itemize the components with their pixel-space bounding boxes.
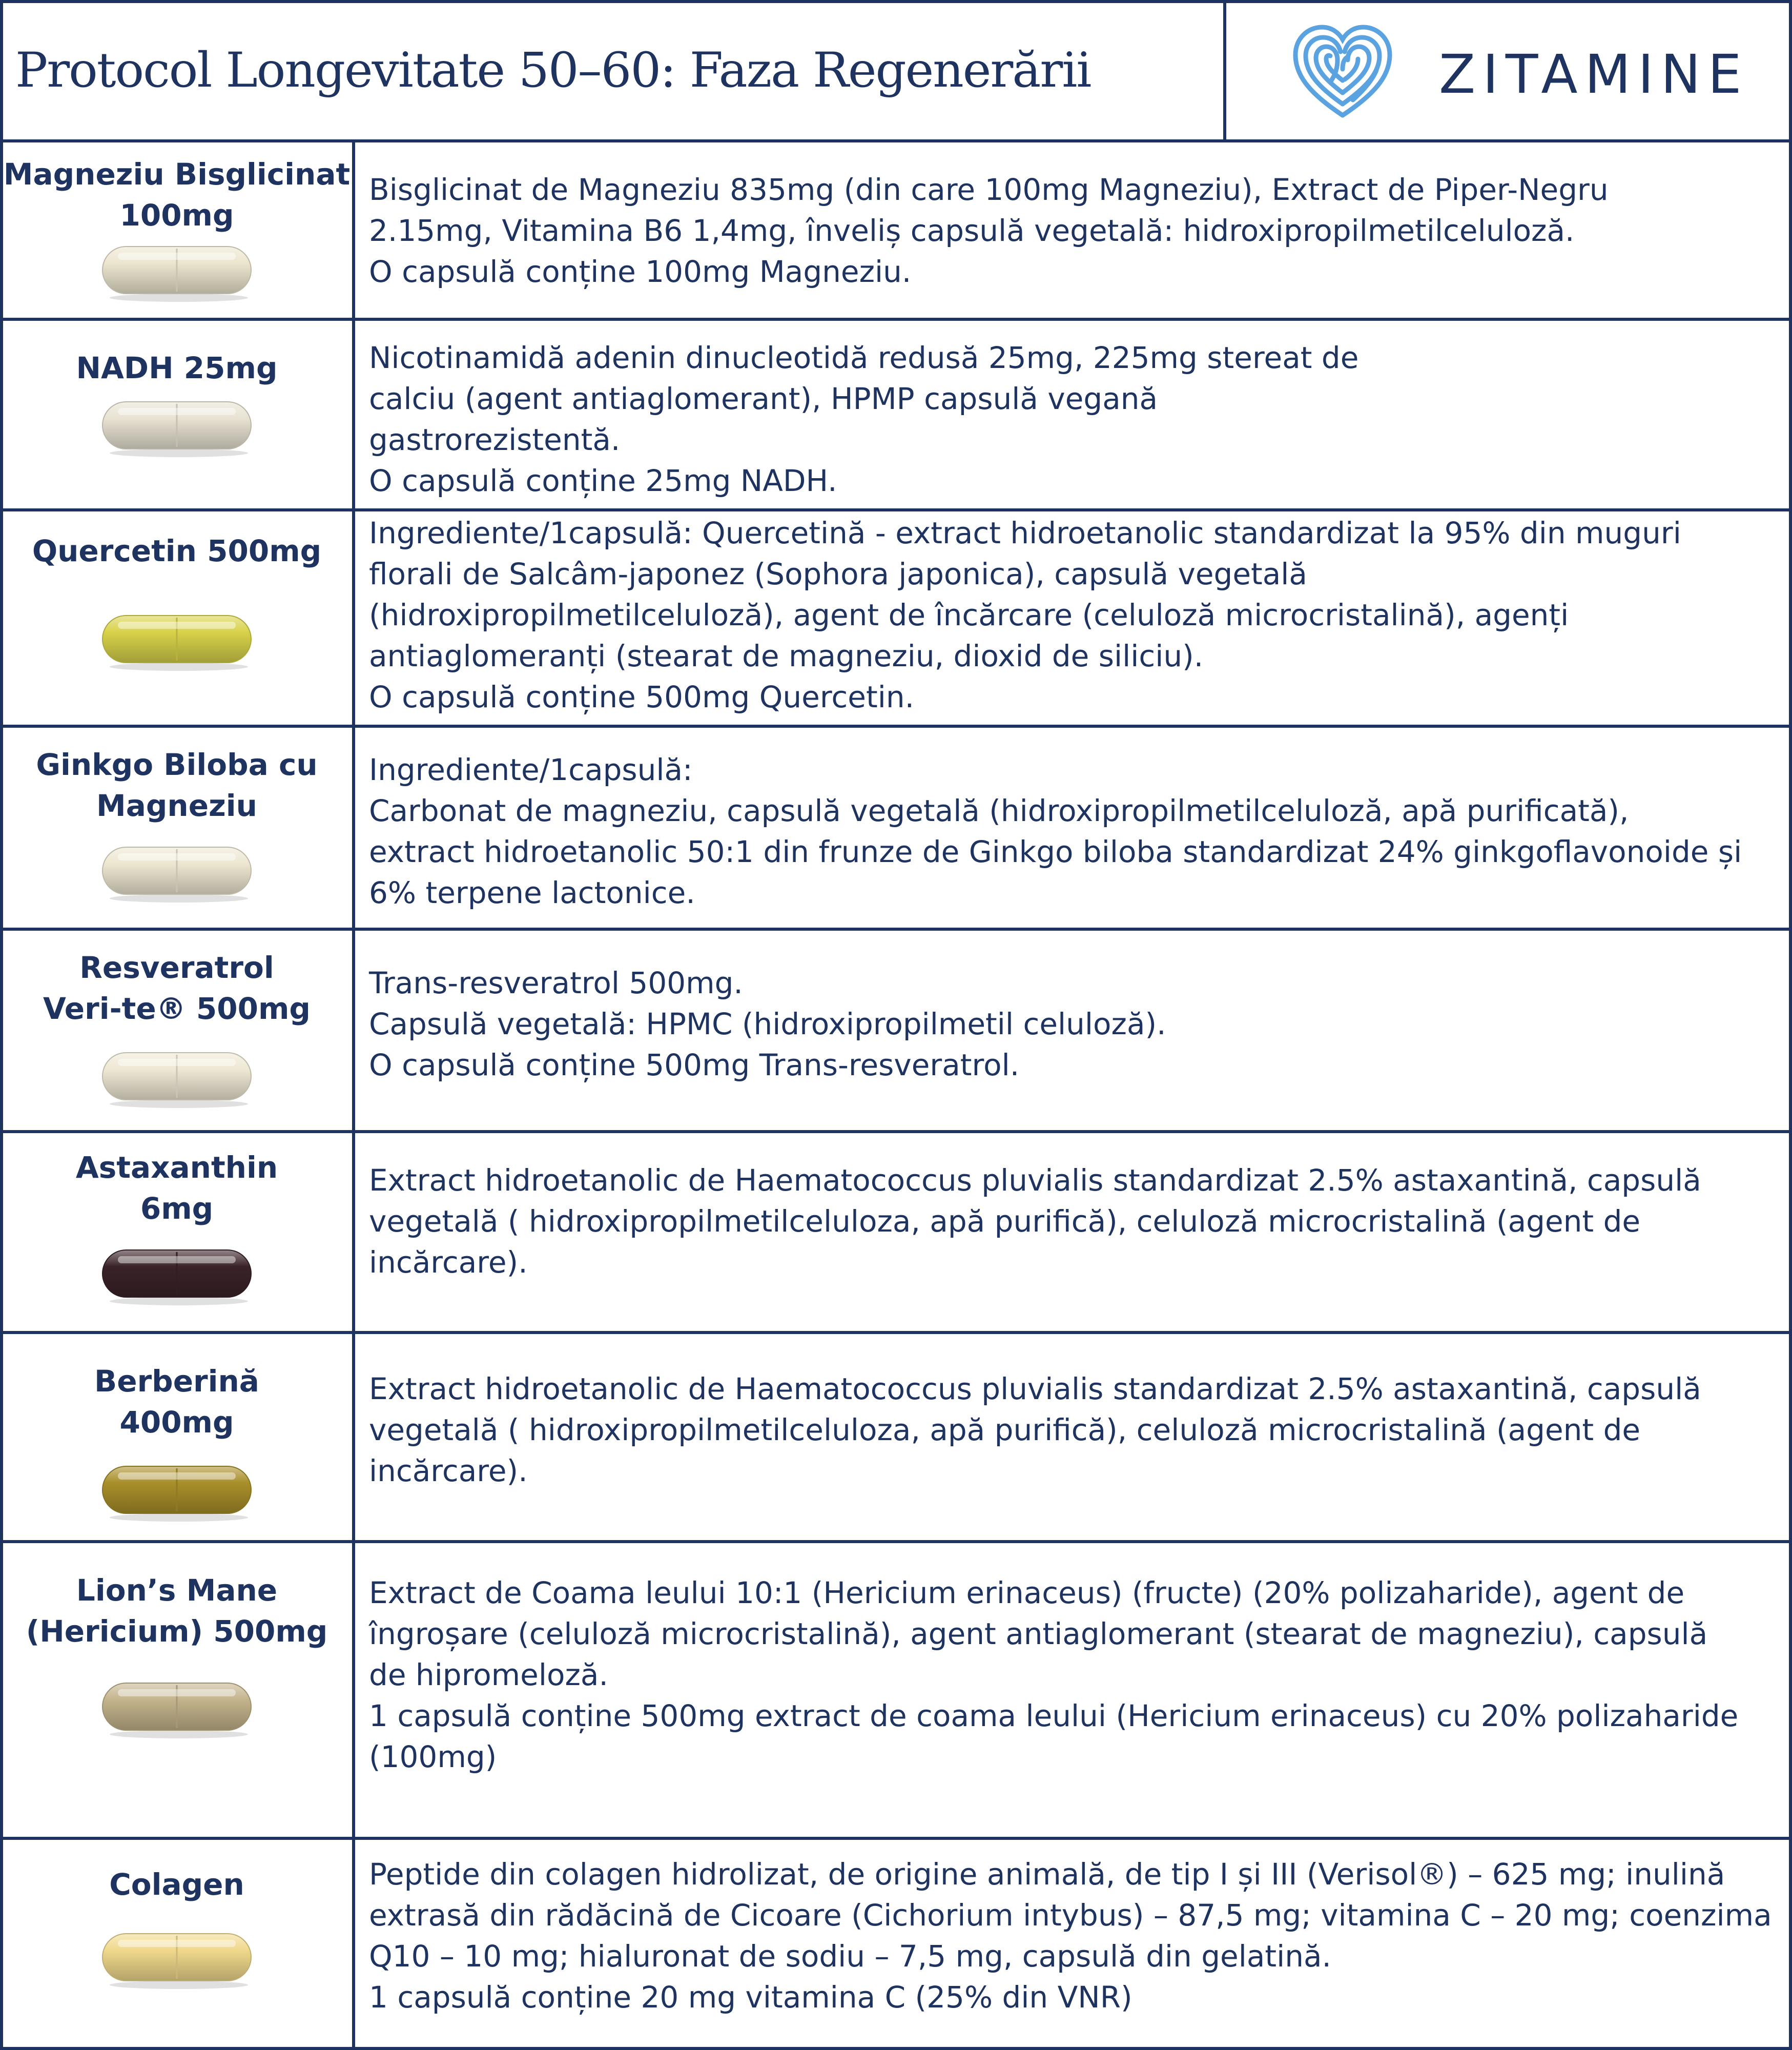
description-line: 1 capsulă conține 20 mg vitamina C (25% din VNR) [369, 1980, 1132, 2015]
brand-logo [1291, 23, 1773, 120]
capsule-image [97, 844, 256, 904]
product-name [0, 347, 354, 388]
description-line: Peptide din colagen hidrolizat, de origine animală, de tip I și III (Verisol®) – 625 mg; inulină [369, 1857, 1725, 1892]
description-line: Trans-resveratrol 500mg. [369, 966, 743, 1000]
header [0, 0, 1792, 141]
capsule-image [97, 1931, 256, 1990]
product-description [369, 962, 1773, 1085]
product-description [369, 169, 1773, 292]
product-description [369, 749, 1773, 913]
description-line: Ingrediente/1capsulă: Quercetină - extract hidroetanolic standardizat la 95% din muguri [369, 516, 1681, 550]
product-row [0, 726, 1792, 929]
capsule-image [97, 243, 256, 303]
description-line: O capsulă conține 25mg NADH. [369, 463, 837, 498]
product-name [0, 744, 354, 826]
product-name [0, 154, 354, 236]
product-description [369, 1854, 1773, 2018]
description-line: 6% terpene lactonice. [369, 875, 695, 910]
description-line: O capsulă conține 500mg Quercetin. [369, 680, 915, 714]
description-line: îngroșare (celuloză microcristalină), agent antiaglomerant (stearat de magneziu), capsulă [369, 1616, 1708, 1651]
product-row [0, 510, 1792, 726]
product-name-line: Magneziu [96, 788, 257, 823]
product-name-line: NADH 25mg [76, 351, 278, 385]
product-name [0, 530, 354, 571]
fingerprint-heart-icon [1291, 23, 1394, 120]
description-line: de hipromeloză. [369, 1657, 608, 1692]
description-line: gastrorezistentă. [369, 422, 621, 457]
description-line: incărcare). [369, 1245, 528, 1280]
description-line: Extract hidroetanolic de Haematococcus pluvialis standardizat 2.5% astaxantină, capsulă [369, 1163, 1701, 1198]
product-name-line: Colagen [109, 1867, 244, 1902]
description-line: extrasă din rădăcină de Cicoare (Cichorium intybus) – 87,5 mg; vitamina C – 20 mg; coenzima [369, 1898, 1772, 1933]
brand-name: ZITAMINE [1439, 43, 1749, 106]
product-name-line: 100mg [119, 198, 234, 233]
description-line: florali de Salcâm-japonez (Sophora japonica), capsulă vegetală [369, 557, 1307, 591]
capsule-image [97, 1050, 256, 1109]
product-row [0, 141, 1792, 319]
description-line: incărcare). [369, 1453, 528, 1488]
product-name-line: Quercetin 500mg [32, 534, 322, 568]
product-name-line: Astaxanthin [75, 1150, 278, 1185]
description-line: calciu (agent antiaglomerant), HPMP capsulă vegană [369, 381, 1158, 416]
product-description [369, 1368, 1773, 1491]
description-line: O capsulă conține 100mg Magneziu. [369, 254, 912, 289]
product-name [0, 1147, 354, 1229]
product-row [0, 1132, 1792, 1332]
description-line: extract hidroetanolic 50:1 din frunze de Ginkgo biloba standardizat 24% ginkgoflavonoide și [369, 834, 1742, 869]
capsule-image [97, 1463, 256, 1523]
product-row [0, 1542, 1792, 1838]
description-line: Extract de Coama leului 10:1 (Hericium erinaceus) (fructe) (20% polizaharide), agent de [369, 1575, 1685, 1610]
description-line: Bisglicinat de Magneziu 835mg (din care 100mg Magneziu), Extract de Piper-Negru [369, 172, 1609, 207]
product-name-line: Magneziu Bisglicinat [3, 157, 351, 192]
product-name [0, 1864, 354, 1905]
product-description [369, 1160, 1773, 1283]
description-line: Ingrediente/1capsulă: [369, 752, 693, 787]
product-row [0, 929, 1792, 1132]
capsule-image [97, 1680, 256, 1739]
description-line: 2.15mg, Vitamina B6 1,4mg, înveliș capsulă vegetală: hidroxipropilmetilceluloză. [369, 213, 1575, 248]
product-name [0, 947, 354, 1029]
description-line: (hidroxipropilmetilceluloză), agent de încărcare (celuloză microcristalină), agenți [369, 598, 1569, 632]
product-name-line: Veri-te® 500mg [43, 991, 311, 1026]
product-name-line: 6mg [140, 1191, 214, 1226]
product-name [0, 1361, 354, 1443]
description-line: (100mg) [369, 1739, 497, 1774]
product-description [369, 512, 1773, 717]
product-row [0, 319, 1792, 510]
description-line: vegetală ( hidroxipropilmetilceluloza, apă purifică), celuloză microcristalină (agent de [369, 1412, 1641, 1447]
capsule-image [97, 612, 256, 672]
product-description [369, 1572, 1773, 1777]
capsule-image [97, 1247, 256, 1306]
product-name-line: Resveratrol [79, 950, 274, 985]
product-name-line: Ginkgo Biloba cu [36, 747, 318, 782]
description-line: Capsulă vegetală: HPMC (hidroxipropilmetil celuloză). [369, 1007, 1166, 1041]
product-name-line: Berberină [94, 1364, 259, 1399]
description-line: Carbonat de magneziu, capsulă vegetală (hidroxipropilmetilceluloză, apă purificată), [369, 793, 1629, 828]
product-row [0, 1838, 1792, 2050]
description-line: Nicotinamidă adenin dinucleotidă redusă 25mg, 225mg stereat de [369, 340, 1359, 375]
product-name [0, 1570, 354, 1652]
capsule-image [97, 399, 256, 458]
product-name-line: 400mg [119, 1405, 234, 1440]
product-description [369, 337, 1773, 501]
description-line: vegetală ( hidroxipropilmetilceluloza, apă purifică), celuloză microcristalină (agent de [369, 1204, 1641, 1239]
description-line: O capsulă conține 500mg Trans-resveratrol. [369, 1048, 1020, 1082]
description-line: antiaglomeranți (stearat de magneziu, dioxid de siliciu). [369, 639, 1204, 673]
description-line: Extract hidroetanolic de Haematococcus pluvialis standardizat 2.5% astaxantină, capsulă [369, 1371, 1701, 1406]
description-line: Q10 – 10 mg; hialuronat de sodiu – 7,5 mg, capsulă din gelatină. [369, 1939, 1331, 1974]
page-title: Protocol Longevitate 50–60: Faza Regenerării [15, 43, 1091, 98]
product-name-line: (Hericium) 500mg [26, 1614, 328, 1649]
product-name-line: Lion’s Mane [76, 1573, 278, 1608]
product-row [0, 1332, 1792, 1542]
description-line: 1 capsulă conține 500mg extract de coama leului (Hericium erinaceus) cu 20% polizaharide [369, 1698, 1739, 1733]
